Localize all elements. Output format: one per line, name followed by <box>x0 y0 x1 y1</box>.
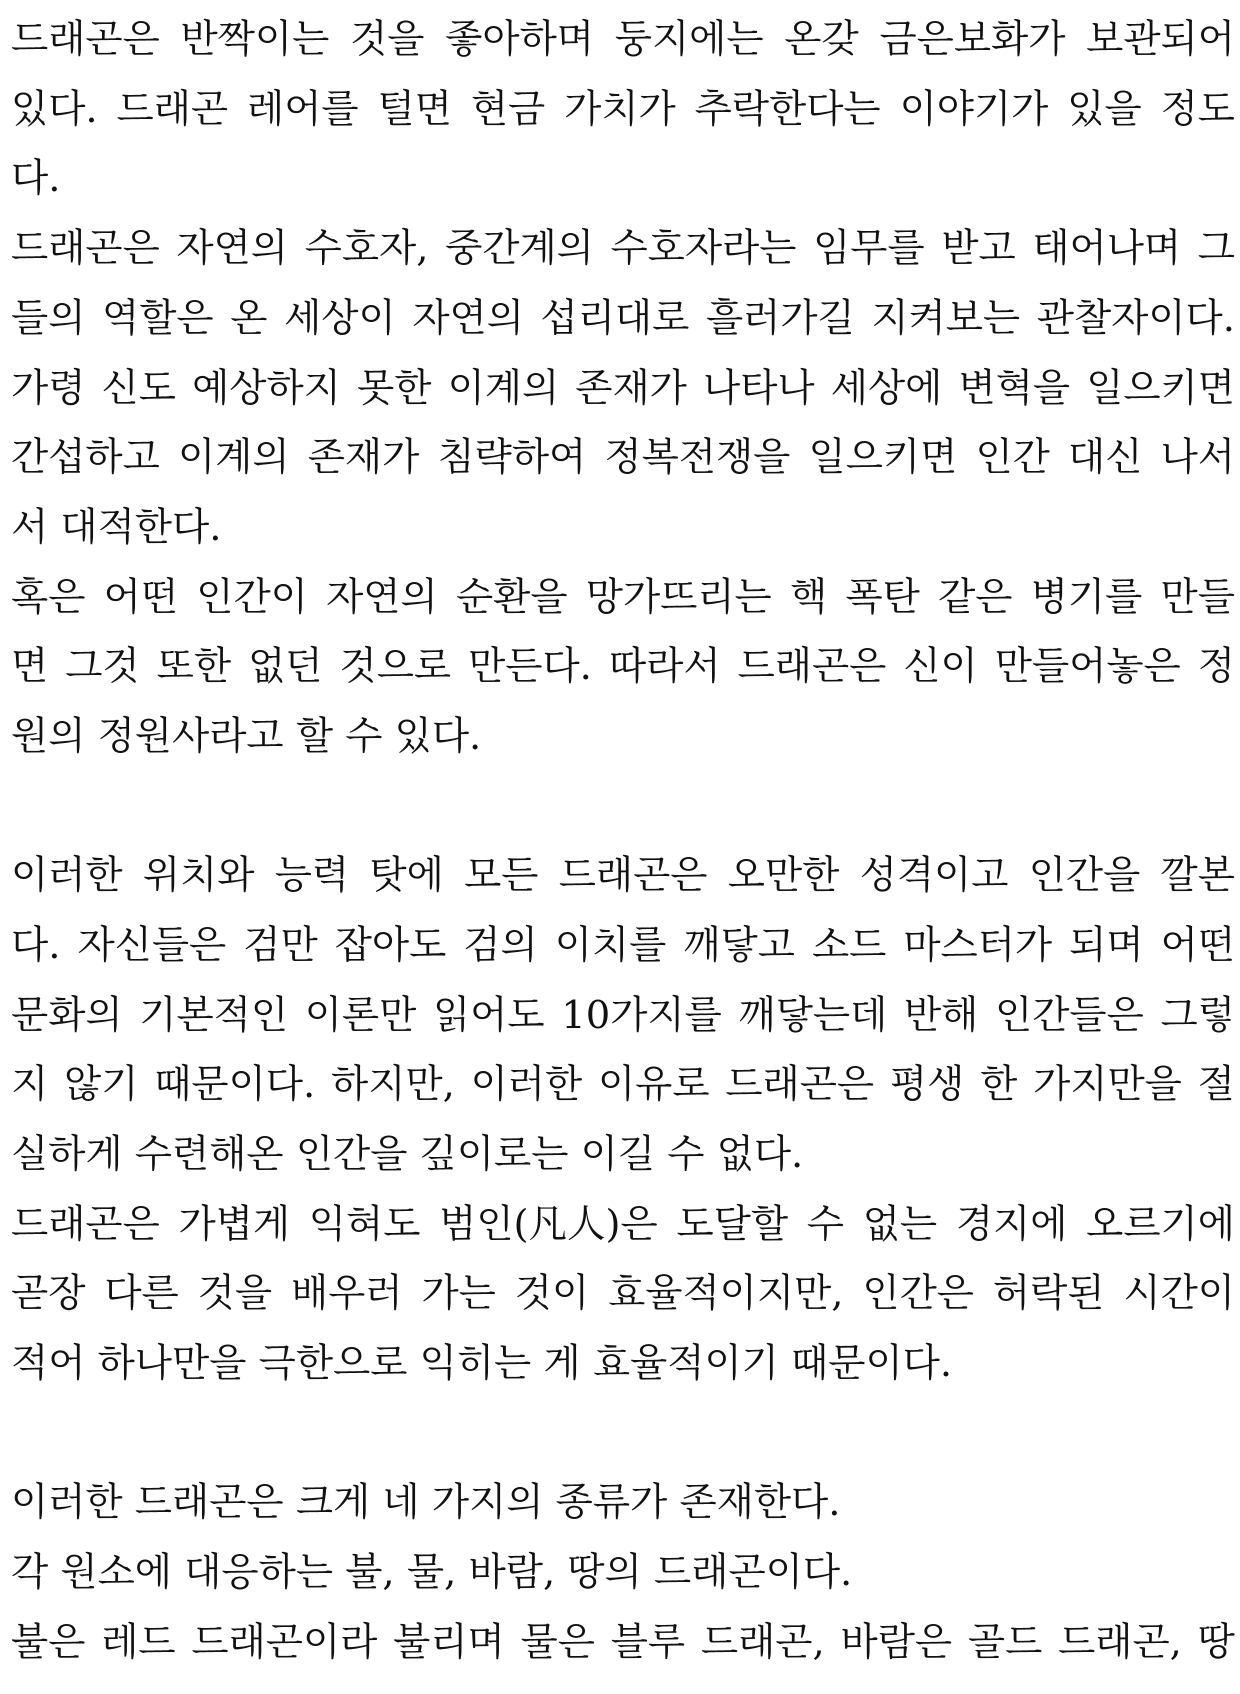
word: 만들 <box>1160 575 1235 620</box>
word: 드래곤, <box>700 1620 825 1665</box>
word: 어떤 <box>103 575 179 620</box>
text-line <box>11 354 1235 424</box>
word: 일으키면 <box>1086 366 1235 411</box>
word: 하지만, <box>331 1062 455 1107</box>
word: 것으로 <box>339 644 452 689</box>
word: 온 <box>230 296 268 341</box>
word: 세상에 <box>830 366 943 411</box>
word: 있을 <box>1067 87 1142 132</box>
word: 허락된 <box>992 1271 1105 1316</box>
word: 이계의 <box>177 435 290 480</box>
word: 가령 <box>11 366 86 411</box>
blank-line <box>11 772 1235 842</box>
word: 수호자, <box>304 226 429 271</box>
text-line <box>11 5 1235 75</box>
word: 면 <box>11 644 49 689</box>
word: 현금 <box>470 87 546 132</box>
word: 반해 <box>903 993 979 1038</box>
text-line: 다. <box>11 156 61 201</box>
word: 일으키면 <box>808 435 958 480</box>
word: 문화의 <box>11 993 123 1038</box>
word: 이계의 <box>447 366 560 411</box>
word: 이론만 <box>304 993 417 1038</box>
word: 능력 <box>274 853 350 898</box>
word: 못한 <box>357 366 432 411</box>
word: 반짝이는 <box>180 17 330 62</box>
word: 신도 <box>101 366 176 411</box>
word: 혹은 <box>11 575 86 620</box>
word: 임무를 <box>813 226 925 271</box>
word: 드래곤은 <box>11 1202 160 1247</box>
word: 신이 <box>903 644 978 689</box>
word: 털면 <box>377 87 452 132</box>
word: 없는 <box>862 1202 938 1247</box>
word: 존재가 <box>307 435 420 480</box>
word: 역할은 <box>102 296 214 341</box>
word: 좋아하며 <box>445 17 594 62</box>
word: 그것 <box>65 644 140 689</box>
word: 10가지를 <box>561 993 722 1038</box>
text-line <box>11 563 1235 633</box>
word: 지켜보는 <box>871 296 1021 341</box>
word: 어떤 <box>1160 923 1235 968</box>
word: 정 <box>1197 644 1235 689</box>
word: 불리며 <box>393 1620 505 1665</box>
word: 레드 <box>101 1620 176 1665</box>
blank-line <box>11 1399 1235 1469</box>
word: 배우러 <box>290 1271 403 1316</box>
word: 때문이다. <box>154 1062 316 1107</box>
word: 수 <box>806 1202 844 1247</box>
text-line <box>11 1050 1235 1120</box>
word: 존재가 <box>575 366 687 411</box>
word: 드래곤은 <box>737 644 887 689</box>
word: 인간은 <box>862 1271 974 1316</box>
word: 되며 <box>1069 923 1144 968</box>
word: 깨닿는데 <box>738 993 888 1038</box>
word: 인간 <box>975 435 1050 480</box>
word: 위치와 <box>142 853 255 898</box>
word: 물은 <box>520 1620 595 1665</box>
word: 드래곤은 <box>558 853 708 898</box>
word: 핵 <box>789 575 828 620</box>
word: 것을 <box>197 1271 273 1316</box>
word: 섭리대로 <box>540 296 690 341</box>
word: 드래곤 <box>116 87 229 132</box>
word: 범인(凡人)은 <box>439 1202 658 1247</box>
word: 검만 <box>243 923 318 968</box>
word: 읽어도 <box>432 993 545 1038</box>
word: 나서 <box>1160 435 1235 480</box>
word: 소드 <box>811 923 887 968</box>
word: 모든 <box>464 853 539 898</box>
word: 태어나며 <box>1032 226 1182 271</box>
word: 가치가 <box>564 87 676 132</box>
word: 깔본 <box>1160 853 1235 898</box>
text-line <box>11 1608 1235 1678</box>
word: 성격이고 <box>859 853 1009 898</box>
word: 자연의 <box>412 296 524 341</box>
word: 들의 <box>11 296 86 341</box>
text-line <box>11 841 1235 911</box>
word: 같은 <box>938 575 1013 620</box>
word: 깨닿고 <box>683 923 795 968</box>
word: 만든다. <box>468 644 592 689</box>
text-line <box>11 632 1235 702</box>
word: 자신들은 <box>77 923 227 968</box>
word: 곧장 <box>11 1271 86 1316</box>
word: 순환을 <box>455 575 568 620</box>
word: 시간이 <box>1123 1271 1235 1316</box>
word: 그렇 <box>1160 993 1235 1038</box>
word: 중간계의 <box>445 226 594 271</box>
word: 이야기가 <box>899 87 1049 132</box>
text-line <box>11 214 1235 284</box>
word: 가볍게 <box>178 1202 291 1247</box>
word: 이치를 <box>554 923 667 968</box>
word: 따라서 <box>608 644 721 689</box>
word: 기본적인 <box>139 993 289 1038</box>
word: 폭탄 <box>845 575 920 620</box>
text-line: 적어 하나만을 극한으로 익히는 게 효율적이기 때문이다. <box>11 1341 953 1386</box>
word: 평생 <box>889 1062 965 1107</box>
word: 병기를 <box>1030 575 1143 620</box>
word: 받고 <box>941 226 1016 271</box>
text-line <box>11 911 1235 981</box>
word: 익혀도 <box>308 1202 421 1247</box>
word: 대신 <box>1068 435 1143 480</box>
word: 인간을 <box>1028 853 1141 898</box>
word: 블루 <box>610 1620 686 1665</box>
word: 나타나 <box>703 366 815 411</box>
word: 드래곤은 <box>11 17 160 62</box>
word: 가지만을 <box>1033 1062 1182 1107</box>
word: 둥지에는 <box>614 17 764 62</box>
word: 온갖 <box>784 17 859 62</box>
word: 도달할 <box>676 1202 789 1247</box>
word: 지 <box>11 1062 49 1107</box>
text-line <box>11 1190 1235 1260</box>
word: 관찰자이다. <box>1036 296 1235 341</box>
word: 세상이 <box>284 296 396 341</box>
word: 드래곤, <box>1058 1620 1182 1665</box>
word: 예상하지 <box>192 366 341 411</box>
word: 않기 <box>64 1062 139 1107</box>
word: 드래곤은 <box>725 1062 875 1107</box>
word: 정복전쟁을 <box>604 435 791 480</box>
word: 간섭하고 <box>11 435 160 480</box>
word: 다른 <box>104 1271 179 1316</box>
word: 수호자라는 <box>610 226 797 271</box>
word: 금은보화가 <box>879 17 1066 62</box>
word: 드래곤이라 <box>191 1620 378 1665</box>
word: 만들어놓은 <box>994 644 1181 689</box>
text-line: 이러한 드래곤은 크게 네 가지의 종류가 존재한다. <box>11 1480 841 1525</box>
word: 보관되어 <box>1086 17 1235 62</box>
word: 없던 <box>248 644 323 689</box>
word: 다. <box>11 923 61 968</box>
word: 효율적이지만, <box>608 1271 844 1316</box>
text-line <box>11 981 1235 1051</box>
word: 인간들은 <box>995 993 1144 1038</box>
word: 망가뜨리는 <box>585 575 772 620</box>
text-line <box>11 284 1235 354</box>
text-line <box>11 1259 1235 1329</box>
word: 바람은 <box>840 1620 953 1665</box>
word: 땅 <box>1197 1620 1235 1665</box>
word: 오르기에 <box>1086 1202 1235 1247</box>
word: 오만한 <box>727 853 840 898</box>
word: 추락한다는 <box>694 87 881 132</box>
word: 한 <box>980 1062 1018 1107</box>
word: 마스터가 <box>903 923 1053 968</box>
word: 드래곤은 <box>11 226 160 271</box>
text-line: 각 원소에 대응하는 불, 물, 바람, 땅의 드래곤이다. <box>11 1550 853 1595</box>
word: 자연의 <box>176 226 288 271</box>
word: 또한 <box>156 644 232 689</box>
word: 검의 <box>463 923 538 968</box>
word: 잡아도 <box>334 923 447 968</box>
text-line: 실하게 수련해온 인간을 깊이로는 이길 수 없다. <box>11 1132 804 1177</box>
word: 이유로 <box>597 1062 710 1107</box>
word: 인간이 <box>196 575 308 620</box>
text-line <box>11 75 1235 145</box>
word: 정도 <box>1160 87 1235 132</box>
word: 가는 <box>421 1271 496 1316</box>
word: 그 <box>1197 226 1235 271</box>
word: 레어를 <box>247 87 359 132</box>
word: 골드 <box>967 1620 1043 1665</box>
word: 것을 <box>350 17 425 62</box>
word: 흘러가길 <box>705 296 855 341</box>
text-line <box>11 423 1235 493</box>
word: 이러한 <box>470 1062 583 1107</box>
word: 자연의 <box>326 575 438 620</box>
word: 침략하여 <box>437 435 587 480</box>
word: 이러한 <box>11 853 123 898</box>
word: 경지에 <box>955 1202 1068 1247</box>
word: 절 <box>1197 1062 1235 1107</box>
word: 변혁을 <box>958 366 1071 411</box>
word: 것이 <box>514 1271 590 1316</box>
word: 탓에 <box>369 853 444 898</box>
word: 불은 <box>11 1620 86 1665</box>
text-line: 서 대적한다. <box>11 505 222 550</box>
text-line: 원의 정원사라고 할 수 있다. <box>11 714 482 759</box>
word: 있다. <box>11 87 98 132</box>
